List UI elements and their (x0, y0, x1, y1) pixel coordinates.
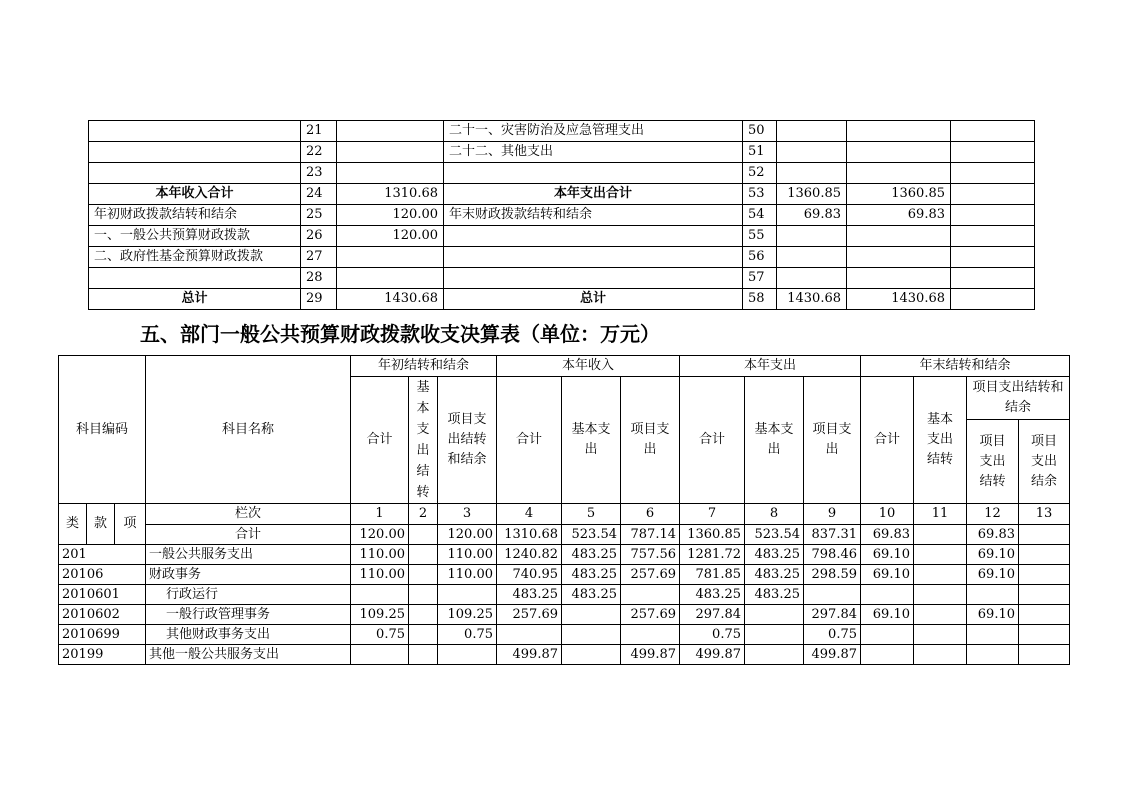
value-cell: 837.31 (804, 525, 861, 545)
value-cell (1019, 585, 1070, 605)
summary-right-amount-1 (777, 268, 847, 289)
summary-right-label (444, 226, 743, 247)
summary-right-amount-2 (847, 247, 951, 268)
value-cell (1019, 545, 1070, 565)
summary-right-amount-1: 69.83 (777, 205, 847, 226)
value-cell: 781.85 (680, 565, 745, 585)
summary-right-amount-2 (847, 121, 951, 142)
header-end-project-group: 项目支出结转和结余 (967, 377, 1070, 420)
header-subject-code: 科目编码 (59, 356, 146, 504)
summary-row (89, 163, 1035, 184)
summary-right-amount-3 (951, 268, 1035, 289)
summary-right-line-no: 55 (743, 226, 777, 247)
value-cell: 483.25 (745, 565, 804, 585)
summary-right-amount-2: 1360.85 (847, 184, 951, 205)
page-title: 五、部门一般公共预算财政拨款收支决算表（单位：万元） (140, 322, 660, 346)
summary-left-line-no: 22 (301, 142, 337, 163)
value-cell: 483.25 (745, 585, 804, 605)
vchar: 支 (416, 422, 430, 437)
value-cell (351, 585, 409, 605)
summary-right-line-no: 54 (743, 205, 777, 226)
header-begin-total: 合计 (351, 377, 409, 504)
table-row (59, 585, 1070, 605)
summary-right-line-no: 57 (743, 268, 777, 289)
subject-code: 20199 (59, 645, 146, 665)
header-xiang: 项 (115, 504, 146, 545)
summary-left-line-no: 24 (301, 184, 337, 205)
value-cell: 523.54 (745, 525, 804, 545)
summary-left-label (89, 163, 301, 184)
value-cell: 483.25 (562, 565, 621, 585)
value-cell: 109.25 (438, 605, 497, 625)
value-cell (967, 645, 1019, 665)
subject-code: 2010602 (59, 605, 146, 625)
header-end-total: 合计 (861, 377, 914, 504)
column-number: 1 (351, 504, 409, 525)
summary-right-amount-3 (951, 121, 1035, 142)
value-cell: 0.75 (351, 625, 409, 645)
value-cell: 69.10 (967, 565, 1019, 585)
summary-right-label (444, 163, 743, 184)
value-cell: 757.56 (621, 545, 680, 565)
table-row (59, 625, 1070, 645)
summary-right-label (444, 247, 743, 268)
summary-right-amount-2: 1430.68 (847, 289, 951, 310)
income-expense-summary-table (88, 120, 1035, 310)
value-cell: 499.87 (680, 645, 745, 665)
header-group-begin: 年初结转和结余 (351, 356, 497, 377)
value-cell (438, 645, 497, 665)
row-name: 合计 (146, 525, 351, 545)
summary-right-amount-2 (847, 268, 951, 289)
budget-table-body (59, 356, 1070, 665)
value-cell (1019, 605, 1070, 625)
vchar: 本 (416, 401, 430, 416)
value-cell (745, 645, 804, 665)
value-cell: 110.00 (438, 565, 497, 585)
value-cell (1019, 565, 1070, 585)
summary-left-amount (337, 247, 444, 268)
subject-code: 2010601 (59, 585, 146, 605)
header-expense-basic: 基本支出 (745, 377, 804, 504)
summary-left-label: 二、政府性基金预算财政拨款 (89, 247, 301, 268)
summary-left-line-no: 27 (301, 247, 337, 268)
header-begin-project-carry: 项目支出结转和结余 (438, 377, 497, 504)
summary-left-line-no: 25 (301, 205, 337, 226)
table-row-total (59, 525, 1070, 545)
summary-right-amount-3 (951, 226, 1035, 247)
subject-name: 其他财政事务支出 (146, 625, 351, 645)
value-cell: 1360.85 (680, 525, 745, 545)
value-cell (409, 605, 438, 625)
value-cell (914, 545, 967, 565)
summary-row (89, 205, 1035, 226)
subject-name: 一般行政管理事务 (146, 605, 351, 625)
value-cell (409, 625, 438, 645)
header-end-project-carry: 项目支出结转 (967, 420, 1019, 504)
column-number: 2 (409, 504, 438, 525)
value-cell (914, 605, 967, 625)
summary-right-label: 本年支出合计 (444, 184, 743, 205)
summary-left-line-no: 26 (301, 226, 337, 247)
summary-right-amount-1: 1360.85 (777, 184, 847, 205)
summary-right-amount-1 (777, 247, 847, 268)
value-cell: 69.10 (861, 545, 914, 565)
summary-right-label (444, 268, 743, 289)
summary-left-amount (337, 163, 444, 184)
value-cell (438, 585, 497, 605)
summary-right-label: 年末财政拨款结转和结余 (444, 205, 743, 226)
header-lei: 类 (59, 504, 87, 545)
summary-row (89, 121, 1035, 142)
value-cell: 0.75 (680, 625, 745, 645)
summary-right-amount-3 (951, 247, 1035, 268)
value-cell: 483.25 (745, 545, 804, 565)
summary-left-line-no: 21 (301, 121, 337, 142)
value-cell (967, 585, 1019, 605)
value-cell: 1281.72 (680, 545, 745, 565)
column-number: 10 (861, 504, 914, 525)
header-income-project: 项目支出 (621, 377, 680, 504)
summary-left-label: 本年收入合计 (89, 184, 301, 205)
summary-left-line-no: 23 (301, 163, 337, 184)
header-income-total: 合计 (497, 377, 562, 504)
summary-right-amount-3 (951, 142, 1035, 163)
value-cell: 787.14 (621, 525, 680, 545)
value-cell: 69.83 (861, 525, 914, 545)
summary-right-amount-3 (951, 289, 1035, 310)
summary-right-amount-1 (777, 142, 847, 163)
summary-left-amount (337, 121, 444, 142)
column-number: 12 (967, 504, 1019, 525)
summary-left-label: 总计 (89, 289, 301, 310)
header-income-basic: 基本支出 (562, 377, 621, 504)
summary-left-amount (337, 268, 444, 289)
subject-code: 2010699 (59, 625, 146, 645)
header-expense-project: 项目支出 (804, 377, 861, 504)
summary-row (89, 226, 1035, 247)
value-cell: 109.25 (351, 605, 409, 625)
value-cell: 1310.68 (497, 525, 562, 545)
summary-left-label (89, 268, 301, 289)
value-cell (351, 645, 409, 665)
summary-right-label: 二十一、灾害防治及应急管理支出 (444, 121, 743, 142)
column-number: 13 (1019, 504, 1070, 525)
summary-right-amount-2 (847, 226, 951, 247)
header-expense-total: 合计 (680, 377, 745, 504)
value-cell: 69.10 (967, 605, 1019, 625)
summary-right-amount-1 (777, 121, 847, 142)
value-cell: 110.00 (351, 565, 409, 585)
value-cell (562, 605, 621, 625)
column-number: 3 (438, 504, 497, 525)
table-row (59, 645, 1070, 665)
budget-appropriation-table (58, 355, 1070, 665)
value-cell: 483.25 (562, 545, 621, 565)
header-subject-name: 科目名称 (146, 356, 351, 504)
value-cell: 120.00 (438, 525, 497, 545)
value-cell (409, 565, 438, 585)
value-cell (1019, 525, 1070, 545)
value-cell (861, 585, 914, 605)
table-row (59, 565, 1070, 585)
value-cell (409, 585, 438, 605)
value-cell: 257.69 (621, 605, 680, 625)
value-cell: 69.83 (967, 525, 1019, 545)
summary-right-amount-3 (951, 205, 1035, 226)
value-cell: 523.54 (562, 525, 621, 545)
value-cell: 69.10 (861, 605, 914, 625)
column-number: 7 (680, 504, 745, 525)
summary-right-line-no: 50 (743, 121, 777, 142)
summary-row (89, 289, 1035, 310)
vchar: 基 (416, 380, 430, 395)
summary-left-label: 一、一般公共预算财政拨款 (89, 226, 301, 247)
value-cell (497, 625, 562, 645)
summary-left-label: 年初财政拨款结转和结余 (89, 205, 301, 226)
subject-name: 行政运行 (146, 585, 351, 605)
value-cell: 499.87 (621, 645, 680, 665)
subject-name: 其他一般公共服务支出 (146, 645, 351, 665)
value-cell: 297.84 (804, 605, 861, 625)
value-cell (861, 645, 914, 665)
summary-left-label (89, 142, 301, 163)
value-cell (914, 625, 967, 645)
summary-right-line-no: 52 (743, 163, 777, 184)
header-end-basic-carry: 基本支出结转 (914, 377, 967, 504)
value-cell: 483.25 (562, 585, 621, 605)
value-cell (562, 645, 621, 665)
summary-right-amount-2: 69.83 (847, 205, 951, 226)
summary-left-amount (337, 142, 444, 163)
value-cell (409, 645, 438, 665)
vchar: 结 (416, 464, 430, 479)
value-cell: 798.46 (804, 545, 861, 565)
vchar: 出 (416, 443, 430, 458)
summary-row (89, 142, 1035, 163)
summary-table-body (89, 121, 1035, 310)
value-cell (967, 625, 1019, 645)
summary-left-amount: 120.00 (337, 226, 444, 247)
summary-right-amount-1: 1430.68 (777, 289, 847, 310)
value-cell: 297.84 (680, 605, 745, 625)
value-cell (745, 605, 804, 625)
summary-right-label: 总计 (444, 289, 743, 310)
column-number: 4 (497, 504, 562, 525)
header-group-income: 本年收入 (497, 356, 680, 377)
value-cell: 120.00 (351, 525, 409, 545)
subject-name: 一般公共服务支出 (146, 545, 351, 565)
column-number: 9 (804, 504, 861, 525)
value-cell (861, 625, 914, 645)
summary-right-line-no: 53 (743, 184, 777, 205)
value-cell (1019, 625, 1070, 645)
summary-right-amount-3 (951, 184, 1035, 205)
value-cell (745, 625, 804, 645)
summary-row (89, 184, 1035, 205)
column-number: 11 (914, 504, 967, 525)
value-cell: 257.69 (621, 565, 680, 585)
header-group-end: 年末结转和结余 (861, 356, 1070, 377)
value-cell: 1240.82 (497, 545, 562, 565)
summary-right-line-no: 56 (743, 247, 777, 268)
header-lanci: 栏次 (146, 504, 351, 525)
table-row (59, 605, 1070, 625)
subject-code: 20106 (59, 565, 146, 585)
vchar: 转 (416, 485, 430, 500)
header-group-expense: 本年支出 (680, 356, 861, 377)
summary-right-amount-1 (777, 226, 847, 247)
value-cell: 499.87 (804, 645, 861, 665)
summary-right-amount-3 (951, 163, 1035, 184)
summary-left-amount: 120.00 (337, 205, 444, 226)
value-cell (914, 645, 967, 665)
header-begin-basic-carry (409, 377, 438, 504)
header-kuan: 款 (87, 504, 115, 545)
column-number: 8 (745, 504, 804, 525)
value-cell: 0.75 (438, 625, 497, 645)
summary-left-label (89, 121, 301, 142)
value-cell: 0.75 (804, 625, 861, 645)
summary-right-amount-1 (777, 163, 847, 184)
value-cell (914, 565, 967, 585)
value-cell (621, 585, 680, 605)
value-cell (562, 625, 621, 645)
value-cell: 110.00 (438, 545, 497, 565)
value-cell (409, 525, 438, 545)
value-cell: 483.25 (680, 585, 745, 605)
column-number: 6 (621, 504, 680, 525)
value-cell: 69.10 (861, 565, 914, 585)
summary-right-line-no: 58 (743, 289, 777, 310)
value-cell: 740.95 (497, 565, 562, 585)
summary-right-amount-2 (847, 163, 951, 184)
value-cell: 499.87 (497, 645, 562, 665)
summary-right-amount-2 (847, 142, 951, 163)
summary-row (89, 268, 1035, 289)
value-cell (914, 525, 967, 545)
value-cell: 69.10 (967, 545, 1019, 565)
value-cell: 110.00 (351, 545, 409, 565)
summary-row (89, 247, 1035, 268)
value-cell (914, 585, 967, 605)
value-cell (621, 625, 680, 645)
subject-name: 财政事务 (146, 565, 351, 585)
table-row (59, 545, 1070, 565)
subject-code: 201 (59, 545, 146, 565)
summary-left-line-no: 29 (301, 289, 337, 310)
header-end-project-surplus: 项目支出结余 (1019, 420, 1070, 504)
summary-left-amount: 1430.68 (337, 289, 444, 310)
summary-left-amount: 1310.68 (337, 184, 444, 205)
summary-left-line-no: 28 (301, 268, 337, 289)
value-cell (409, 545, 438, 565)
value-cell: 257.69 (497, 605, 562, 625)
summary-right-label: 二十二、其他支出 (444, 142, 743, 163)
column-number: 5 (562, 504, 621, 525)
value-cell: 483.25 (497, 585, 562, 605)
summary-right-line-no: 51 (743, 142, 777, 163)
value-cell: 298.59 (804, 565, 861, 585)
value-cell (804, 585, 861, 605)
value-cell (1019, 645, 1070, 665)
